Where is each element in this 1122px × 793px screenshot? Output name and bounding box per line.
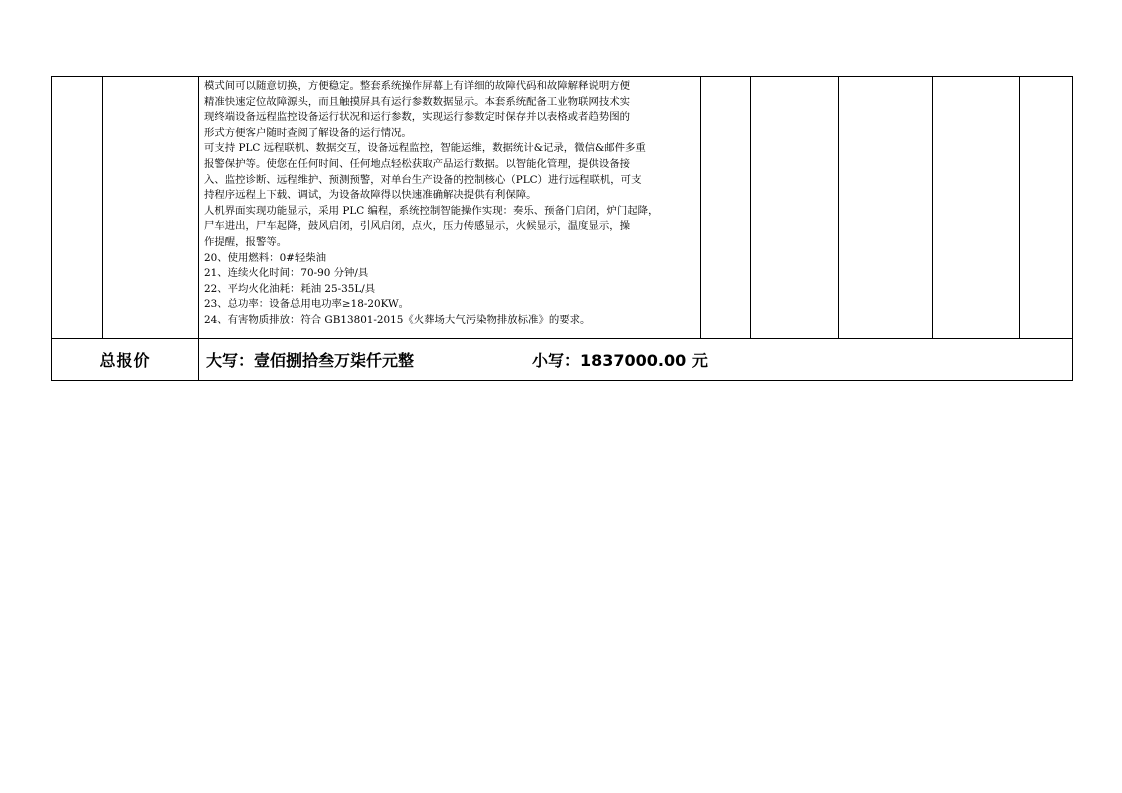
table-row (52, 77, 1073, 339)
spec-line: 持程序远程上下载、调试，为设备故障得以快速准确解决提供有利保障。 (204, 189, 537, 202)
total-row (52, 339, 1073, 381)
spec-line: 模式间可以随意切换，方便稳定。整套系统操作屏幕上有详细的故障代码和故障解释说明方便 (204, 80, 631, 92)
spec-line: 形式方便客户随时查阅了解设备的运行情况。 (204, 126, 412, 139)
spec-line: 23、总功率：设备总用电功率≥18-20KW。 (204, 298, 410, 311)
spec-line: 人机界面实现功能显示，采用 PLC 编程，系统控制智能操作实现：奏乐、预备门启闭，炉门起降， (204, 204, 659, 217)
spec-line: 22、平均火化油耗：耗油 25-35L/具 (204, 282, 376, 295)
quote-table (51, 76, 1073, 381)
spec-line: 作提醒，报警等。 (204, 235, 288, 248)
spec-line: 21、连续火化时间：70-90 分钟/具 (204, 267, 369, 280)
spec-line: 报警保护等。使您在任何时间、任何地点轻松获取产品运行数据。以智能化管理，提供设备接 (204, 157, 631, 170)
remark-cell (1020, 77, 1073, 339)
item-name-cell (103, 77, 199, 339)
spec-line: 尸车进出，尸车起降，鼓风启闭，引风启闭，点火，压力传感显示，火候显示，温度显示，操 (204, 220, 631, 233)
total-lowercase: 小写：1837000.00 元 (532, 351, 708, 370)
unit-price-cell (839, 77, 933, 339)
total-price-value (199, 339, 1073, 381)
spec-line: 可支持 PLC 远程联机、数据交互，设备远程监控，智能运维，数据统计&记录，微信&邮件多重 (204, 142, 646, 155)
spec-line: 精准快速定位故障源头，而且触摸屏具有运行参数数据显示。本套系统配备工业物联网技术实 (204, 95, 631, 108)
spec-text (199, 77, 700, 329)
spec-line: 现终端设备远程监控设备运行状况和运行参数，实现运行参数定时保存并以表格或者趋势图的 (204, 111, 631, 124)
total-price-label: 总报价 (52, 339, 199, 381)
amount-cell (933, 77, 1020, 339)
unit-cell (701, 77, 751, 339)
index-cell (52, 77, 103, 339)
quantity-cell (751, 77, 839, 339)
spec-line: 20、使用燃料：0#轻柴油 (204, 251, 327, 264)
spec-cell (199, 77, 701, 339)
total-uppercase: 大写：壹佰捌拾叁万柒仟元整 (206, 351, 415, 370)
spec-line: 入、监控诊断、远程维护、预测预警，对单台生产设备的控制核心（PLC）进行远程联机，可支 (204, 173, 642, 186)
spec-line: 24、有害物质排放：符合 GB13801-2015《火葬场大气污染物排放标准》的要求。 (204, 313, 591, 326)
